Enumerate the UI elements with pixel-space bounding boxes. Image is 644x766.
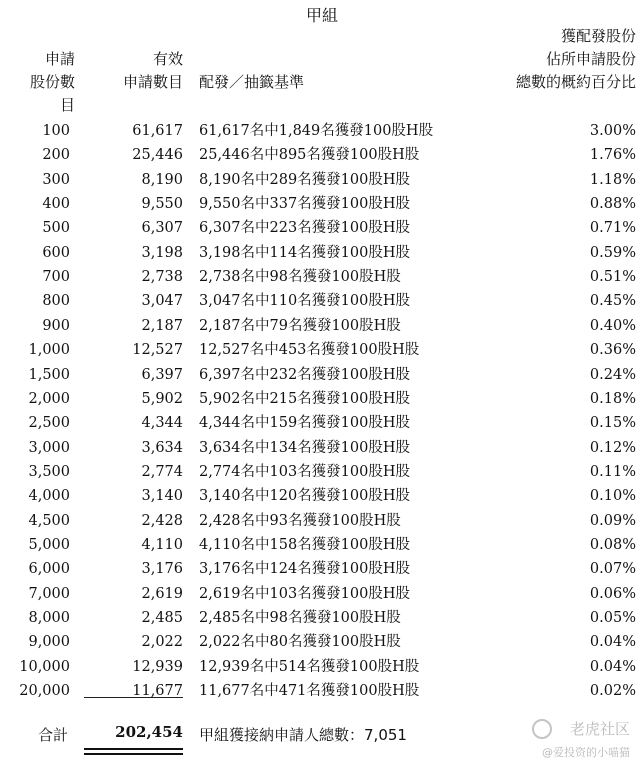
cell-shares: 5,000 bbox=[28, 536, 70, 553]
cell-basis: 8,190名中289名獲發100股H股 bbox=[199, 171, 411, 188]
cell-applications: 2,738 bbox=[141, 269, 183, 286]
cell-applications: 12,939 bbox=[132, 658, 183, 675]
table-row bbox=[0, 338, 644, 362]
cell-basis: 2,738名中98名獲發100股H股 bbox=[199, 269, 401, 286]
cell-shares: 800 bbox=[42, 293, 70, 310]
cell-percentage: 0.45% bbox=[589, 293, 636, 310]
header-pct-line1: 獲配發股份 bbox=[560, 27, 636, 45]
cell-basis: 11,677名中471名獲發100股H股 bbox=[199, 683, 420, 700]
cell-applications: 2,428 bbox=[141, 512, 183, 529]
cell-shares: 6,000 bbox=[28, 561, 70, 578]
cell-percentage: 0.11% bbox=[589, 463, 636, 480]
group-title: 甲組 bbox=[305, 6, 338, 25]
cell-basis: 6,307名中223名獲發100股H股 bbox=[199, 220, 411, 237]
table-row bbox=[0, 606, 644, 630]
header-pct-line2: 佔所申請股份 bbox=[545, 50, 636, 68]
cell-shares: 2,500 bbox=[28, 415, 70, 432]
cell-applications: 6,397 bbox=[141, 366, 183, 383]
cell-applications: 3,047 bbox=[141, 293, 183, 310]
total-value: 202,454 bbox=[115, 723, 183, 741]
cell-applications: 2,485 bbox=[141, 610, 183, 626]
table-row bbox=[0, 119, 644, 143]
cell-percentage: 0.88% bbox=[589, 196, 636, 213]
table-row bbox=[0, 509, 644, 533]
cell-applications: 3,198 bbox=[141, 244, 183, 261]
total-description: 甲組獲接納申請人總數：7,051 bbox=[199, 726, 407, 744]
cell-shares: 500 bbox=[42, 220, 70, 237]
cell-shares: 9,000 bbox=[28, 634, 70, 651]
watermark-author: @爱投资的小喵猫 bbox=[542, 746, 630, 759]
cell-percentage: 0.18% bbox=[589, 390, 636, 407]
header-applications-line2: 申請數目 bbox=[122, 73, 183, 91]
table-row bbox=[0, 168, 644, 192]
cell-percentage: 0.36% bbox=[589, 342, 636, 359]
cell-basis: 2,187名中79名獲發100股H股 bbox=[199, 317, 401, 334]
cell-applications: 6,307 bbox=[141, 220, 183, 237]
header-applications-line1: 有效 bbox=[152, 50, 183, 68]
cell-basis: 2,485名中98名獲發100股H股 bbox=[199, 610, 401, 626]
table-row bbox=[0, 557, 644, 581]
table-row bbox=[0, 363, 644, 387]
cell-percentage: 0.09% bbox=[589, 512, 636, 529]
cell-basis: 2,022名中80名獲發100股H股 bbox=[199, 634, 401, 651]
cell-shares: 1,500 bbox=[28, 366, 70, 383]
cell-percentage: 1.76% bbox=[589, 147, 636, 164]
cell-percentage: 0.59% bbox=[589, 244, 636, 261]
cell-applications: 2,187 bbox=[141, 317, 183, 334]
table-row bbox=[0, 265, 644, 289]
cell-basis: 3,634名中134名獲發100股H股 bbox=[199, 439, 411, 456]
cell-shares: 4,000 bbox=[28, 488, 70, 505]
cell-shares: 20,000 bbox=[19, 683, 70, 700]
cell-percentage: 0.12% bbox=[589, 439, 636, 456]
cell-basis: 6,397名中232名獲發100股H股 bbox=[199, 366, 411, 383]
cell-percentage: 0.40% bbox=[589, 317, 636, 334]
cell-applications: 3,140 bbox=[141, 488, 183, 505]
cell-basis: 12,527名中453名獲發100股H股 bbox=[199, 342, 420, 359]
table-row bbox=[0, 484, 644, 508]
cell-applications: 8,190 bbox=[141, 171, 183, 188]
cell-shares: 4,500 bbox=[28, 512, 70, 529]
cell-basis: 3,198名中114名獲發100股H股 bbox=[199, 244, 411, 261]
cell-percentage: 1.18% bbox=[589, 171, 636, 188]
cell-applications: 4,110 bbox=[141, 536, 183, 553]
cell-percentage: 0.08% bbox=[589, 536, 636, 553]
cell-applications: 3,176 bbox=[141, 561, 183, 578]
cell-percentage: 0.02% bbox=[589, 683, 636, 700]
cell-basis: 25,446名中895名獲發100股H股 bbox=[199, 147, 420, 164]
table-row bbox=[0, 192, 644, 216]
cell-shares: 700 bbox=[42, 269, 70, 286]
table-row bbox=[0, 679, 644, 703]
table-row bbox=[0, 436, 644, 460]
table-row bbox=[0, 411, 644, 435]
table-row bbox=[0, 533, 644, 557]
cell-shares: 200 bbox=[42, 147, 70, 164]
cell-shares: 2,000 bbox=[28, 390, 70, 407]
cell-applications: 3,634 bbox=[141, 439, 183, 456]
header-pct-line3: 總數的概約百分比 bbox=[515, 73, 636, 91]
cell-percentage: 0.04% bbox=[589, 634, 636, 651]
cell-basis: 3,176名中124名獲發100股H股 bbox=[199, 561, 411, 578]
cell-basis: 12,939名中514名獲發100股H股 bbox=[199, 658, 420, 675]
table-row bbox=[0, 289, 644, 313]
cell-applications: 2,774 bbox=[141, 463, 183, 480]
cell-percentage: 0.51% bbox=[589, 269, 636, 286]
cell-applications: 2,619 bbox=[141, 585, 183, 602]
cell-basis: 3,140名中120名獲發100股H股 bbox=[199, 488, 411, 505]
cell-shares: 900 bbox=[42, 317, 70, 334]
cell-percentage: 0.06% bbox=[589, 585, 636, 602]
table-row bbox=[0, 582, 644, 606]
header-basis: 配發／抽籤基準 bbox=[199, 73, 305, 91]
cell-basis: 2,428名中93名獲發100股H股 bbox=[199, 512, 401, 529]
watermark-logo-icon bbox=[532, 719, 552, 739]
header-shares-line1: 申請 bbox=[44, 50, 75, 68]
cell-shares: 100 bbox=[42, 123, 70, 139]
cell-shares: 10,000 bbox=[19, 658, 70, 675]
table-row bbox=[0, 630, 644, 654]
table-row bbox=[0, 143, 644, 167]
cell-percentage: 0.71% bbox=[589, 220, 636, 237]
cell-shares: 8,000 bbox=[28, 610, 70, 626]
cell-percentage: 0.24% bbox=[589, 366, 636, 383]
table-row bbox=[0, 387, 644, 411]
cell-basis: 9,550名中337名獲發100股H股 bbox=[199, 196, 411, 213]
total-double-rule bbox=[84, 748, 183, 755]
cell-percentage: 3.00% bbox=[589, 123, 636, 139]
table-row bbox=[0, 216, 644, 240]
subtotal-rule bbox=[84, 697, 183, 698]
cell-shares: 3,500 bbox=[28, 463, 70, 480]
cell-basis: 61,617名中1,849名獲發100股H股 bbox=[199, 123, 434, 139]
table-row bbox=[0, 460, 644, 484]
cell-percentage: 0.15% bbox=[589, 415, 636, 432]
cell-applications: 4,344 bbox=[141, 415, 183, 432]
cell-basis: 4,344名中159名獲發100股H股 bbox=[199, 415, 411, 432]
cell-percentage: 0.07% bbox=[589, 561, 636, 578]
cell-shares: 7,000 bbox=[28, 585, 70, 602]
cell-basis: 2,774名中103名獲發100股H股 bbox=[199, 463, 411, 480]
cell-shares: 400 bbox=[42, 196, 70, 213]
cell-shares: 300 bbox=[42, 171, 70, 188]
cell-percentage: 0.05% bbox=[589, 610, 636, 626]
header-shares-line2: 股份數目 bbox=[29, 73, 75, 114]
cell-applications: 11,677 bbox=[132, 683, 183, 700]
cell-applications: 2,022 bbox=[141, 634, 183, 651]
cell-applications: 61,617 bbox=[132, 123, 183, 139]
table-row bbox=[0, 314, 644, 338]
cell-percentage: 0.10% bbox=[589, 488, 636, 505]
cell-shares: 1,000 bbox=[28, 342, 70, 359]
cell-shares: 600 bbox=[42, 244, 70, 261]
cell-basis: 3,047名中110名獲發100股H股 bbox=[199, 293, 411, 310]
cell-basis: 5,902名中215名獲發100股H股 bbox=[199, 390, 411, 407]
cell-shares: 3,000 bbox=[28, 439, 70, 456]
cell-applications: 25,446 bbox=[132, 147, 183, 164]
cell-applications: 9,550 bbox=[141, 196, 183, 213]
cell-applications: 12,527 bbox=[132, 342, 183, 359]
cell-percentage: 0.04% bbox=[589, 658, 636, 675]
cell-basis: 2,619名中103名獲發100股H股 bbox=[199, 585, 411, 602]
cell-basis: 4,110名中158名獲發100股H股 bbox=[199, 536, 411, 553]
watermark-brand: 老虎社区 bbox=[569, 720, 630, 738]
table-row bbox=[0, 241, 644, 265]
table-row bbox=[0, 655, 644, 679]
total-label: 合計 bbox=[38, 726, 69, 744]
cell-applications: 5,902 bbox=[141, 390, 183, 407]
